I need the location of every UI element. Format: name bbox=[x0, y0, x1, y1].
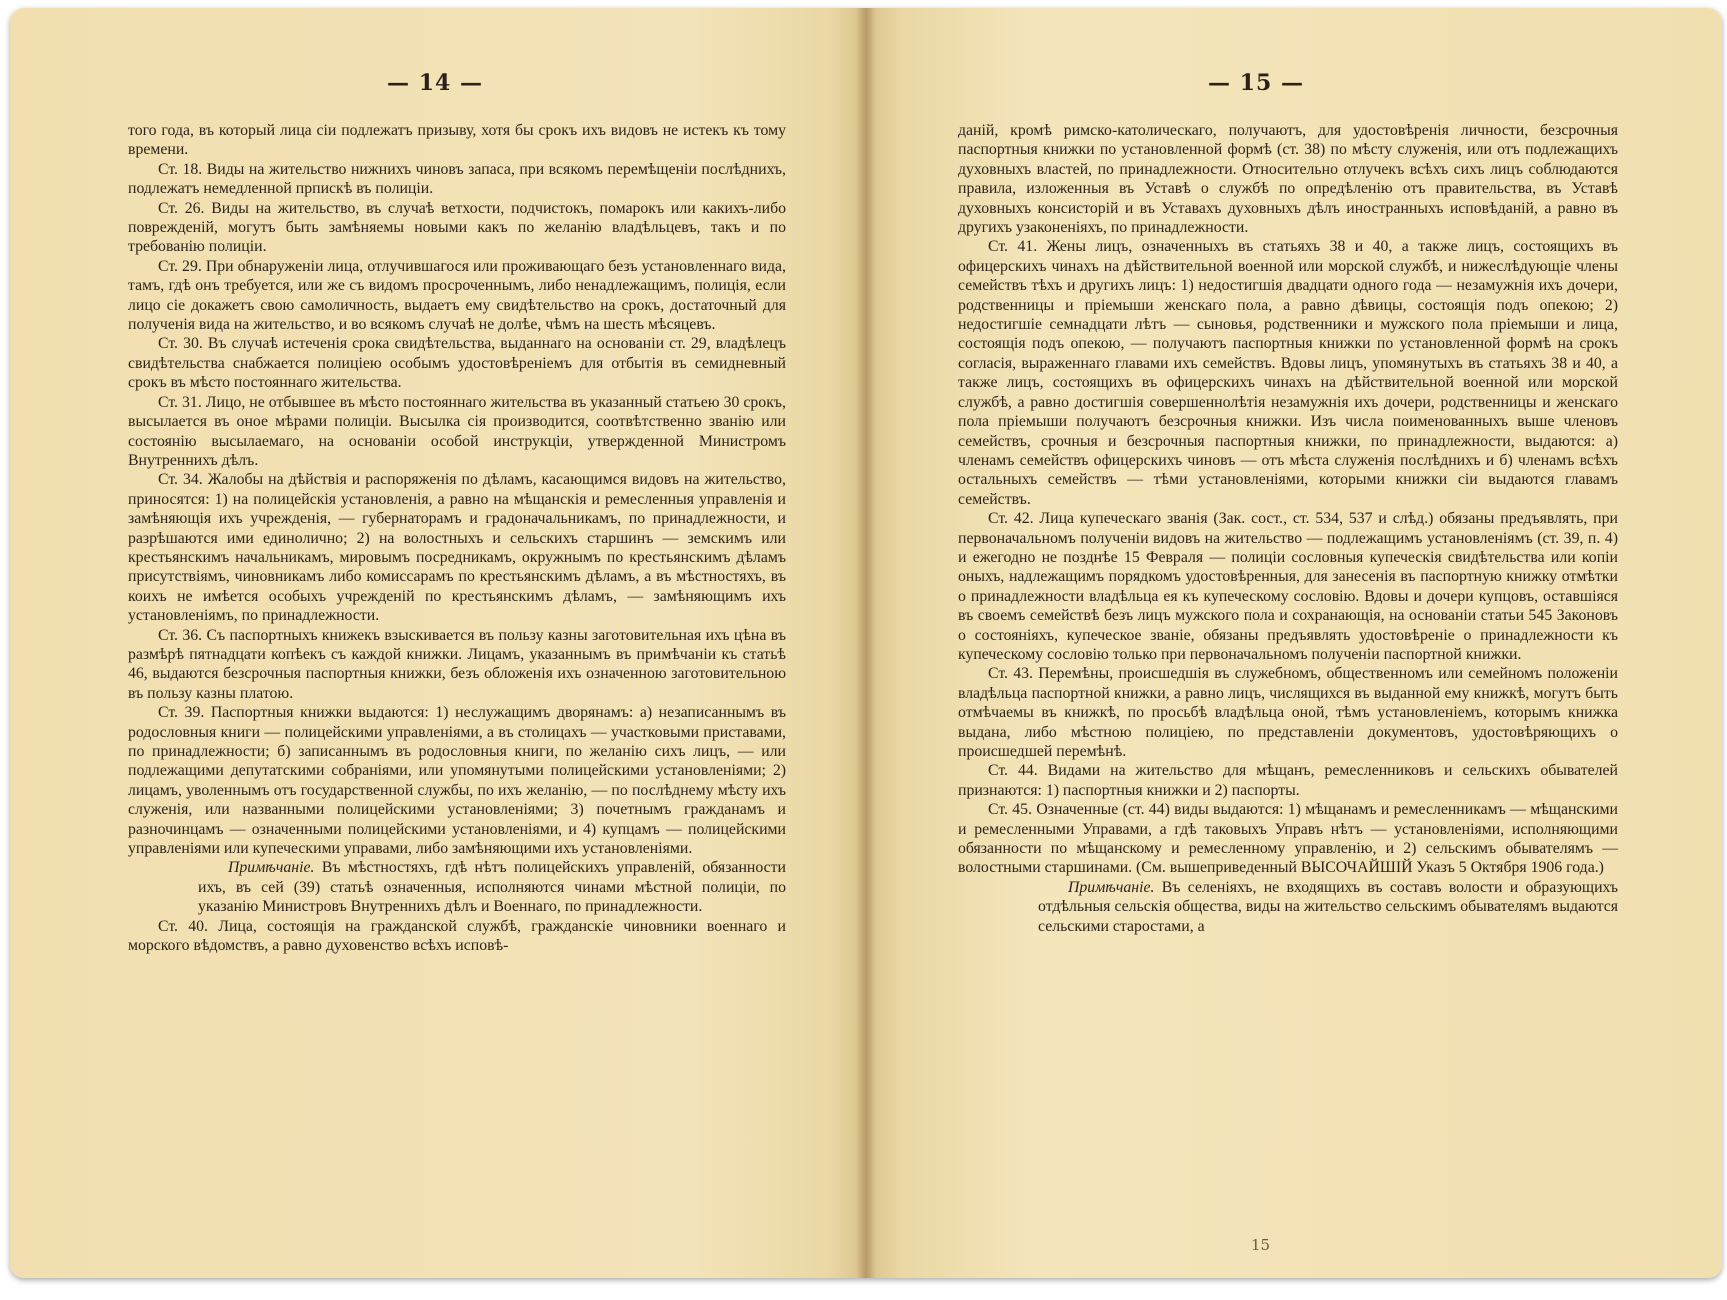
paragraph: Ст. 40. Лица, состоящія на гражданской службѣ, гражданскіе чиновники военнаго и морского вѣдомствъ, а равно духовенство всѣхъ исповѣ- bbox=[128, 917, 786, 955]
paragraph: Ст. 42. Лица купеческаго званія (Зак. сост., ст. 534, 537 и слѣд.) обязаны предъявлять, при первоначальномъ полученіи видовъ на жительство — подлежащимъ установленіямъ (ст. 39, п. 4) и ежегодно не позднѣе 15 Февраля — полиціи сословныя купеческія свидѣтельства или копіи оныхъ, надлежащимъ порядкомъ удостовѣренныя, для занесенія въ паспортную книжку отмѣтки о принадлежности владѣльца ея къ купеческому сословію. Вдовы и дочери купцовъ, оставшіяся въ своемъ семействѣ безъ лицъ мужского пола и сохранающія, на основаніи статьи 545 Законовъ о состояніяхъ, купеческое званіе, обязаны предъявлять удостовѣреніе о принадлежности къ купеческому сословію только при первоначальномъ полученіи паспортной книжки. bbox=[958, 510, 1618, 663]
paragraph: Ст. 29. При обнаруженіи лица, отлучившагося или проживающаго безъ установленнаго вида, тамъ, гдѣ онъ требуется, или же съ видомъ просроченнымъ, либо ненадлежащимъ, полиція, если лицо сіе докажетъ свою самоличность, выдаетъ ему свидѣтельство на срокъ, достаточный для полученія вида на жительство, и во всякомъ случаѣ не долѣе, чѣмъ на шесть мѣсяцевъ. bbox=[128, 257, 786, 334]
note-paragraph bbox=[128, 858, 786, 916]
open-booklet-spread bbox=[10, 8, 1722, 1278]
left-page-text bbox=[128, 121, 786, 955]
paragraph: Ст. 31. Лицо, не отбывшее въ мѣсто постояннаго жительства въ указанный статьею 30 срокъ, высылается въ оное мѣрами полиціи. Высылка сія производится, соотвѣтственно званію или состоянію высылаемаго, на основаніи особой инструкціи, утвержденной Министромъ Внутреннихъ дѣлъ. bbox=[128, 393, 786, 469]
right-page-text bbox=[958, 121, 1618, 936]
paragraph: Ст. 30. Въ случаѣ истеченія срока свидѣтельства, выданнаго на основаніи ст. 29, владѣлецъ свидѣтельства снабжается полиціею особымъ удостовѣреніемъ для отбытія въ семидневный срокъ въ мѣсто постояннаго жительства. bbox=[128, 335, 786, 392]
note-label: Примѣчаніе. bbox=[228, 859, 315, 877]
paragraph: Ст. 39. Паспортныя книжки выдаются: 1) неслужащимъ дворянамъ: а) незаписаннымъ въ родословныя книги — полицейскими управленіями, а въ столицахъ — участковыми приставами, по принадлежности; б) записаннымъ въ родословныя книги, по желанію сихъ лицъ, — или подлежащими депутатскими собраніями, или упомянутыми полицейскими установленіями; 2) лицамъ, уволеннымъ отъ государственной службы, по ихъ желанію, — по послѣднему мѣсту ихъ служенія, или названными полицейскими установленіями; 3) почетнымъ гражданамъ и разночинцамъ — означенными полицейскими установленіями, и 4) купцамъ — полицейскими управленіями или купеческими управами, либо замѣняющими ихъ установленіями. bbox=[128, 704, 786, 858]
note-label: Примѣчаніе. bbox=[1068, 878, 1155, 896]
paragraph: Ст. 43. Перемѣны, происшедшія въ служебномъ, общественномъ или семейномъ положеніи владѣльца паспортной книжки, а равно лицъ, числящихся въ выданной ему книжкѣ, могутъ быть отмѣчаемы въ книжкѣ, по просьбѣ владѣльца оной, тѣмъ установленіемъ, которымъ книжка выдана, либо мѣстною полиціею, по представленіи документовъ, удостовѣряющихъ о происшедшей перемѣнѣ. bbox=[958, 665, 1618, 760]
right-page-number: — 15 — bbox=[1208, 70, 1304, 96]
paragraph: Ст. 45. Означенные (ст. 44) виды выдаются: 1) мѣщанамъ и ремесленникамъ — мѣщанскими и ремесленными Управами, а гдѣ таковыхъ Управъ нѣтъ — установленіями, исполняющими обязанности по мѣщанскому и ремесленному управленію, и 2) сельскимъ обывателямъ — волостными старшинами. (См. вышеприведенный ВЫСОЧАЙШІЙ Указъ 5 Октября 1906 года.) bbox=[958, 801, 1618, 877]
paragraph: того года, въ который лица сіи подлежатъ призыву, хотя бы срокъ ихъ видовъ не истекъ къ тому времени. bbox=[128, 122, 786, 159]
left-page bbox=[10, 8, 866, 1278]
right-page bbox=[866, 8, 1722, 1278]
signature-mark: 15 bbox=[1251, 1236, 1271, 1254]
paragraph: Ст. 36. Съ паспортныхъ книжекъ взыскивается въ пользу казны заготовительная ихъ цѣна въ размѣрѣ пятнадцати копѣекъ съ каждой книжки. Лицамъ, указаннымъ въ примѣчаніи къ статьѣ 46, выдаются безсрочныя паспортныя книжки, безъ обложенія ихъ означенною заготовительною въ пользу казны платою. bbox=[128, 626, 786, 702]
note-text: Въ селеніяхъ, не входящихъ въ составъ волости и образующихъ отдѣльныя сельскія общества, виды на жительство сельскимъ обывателямъ выдаются сельскими старостами, а bbox=[1038, 878, 1619, 935]
paragraph: Ст. 26. Виды на жительство, въ случаѣ ветхости, подчистокъ, помарокъ или какихъ-либо поврежденій, могутъ быть замѣняемы новыми какъ по желанію владѣльцевъ, такъ и по требованію полиціи. bbox=[128, 199, 786, 256]
note-text: Въ мѣстностяхъ, гдѣ нѣтъ полицейскихъ управленій, обязанности ихъ, въ сей (39) статьѣ означенныя, исполняются чинами мѣстной полиціи, по указанію Министровъ Внутреннихъ дѣлъ и Военнаго, по принадлежности. bbox=[198, 859, 787, 916]
paragraph: даній, кромѣ римско-католическаго, получаютъ, для удостовѣренія личности, безсрочныя паспортныя книжки по установленной формѣ (ст. 38) по мѣсту служенія, или отъ подлежащихъ духовныхъ властей, по принадлежности. Относительно отлучекъ всѣхъ сихъ лицъ соблюдаются правила, изложенныя въ Уставѣ о службѣ по опредѣленію отъ правительства, въ Уставѣ духовныхъ консисторій и въ Уставахъ духовныхъ дѣлъ иностранныхъ исповѣданій, а равно въ другихъ узаконеніяхъ, по принадлежности. bbox=[958, 122, 1618, 237]
paragraph: Ст. 44. Видами на жительство для мѣщанъ, ремесленниковъ и сельскихъ обывателей признаются: 1) паспортныя книжки и 2) паспорты. bbox=[958, 762, 1618, 799]
paragraph: Ст. 34. Жалобы на дѣйствія и распоряженія по дѣламъ, касающимся видовъ на жительство, приносятся: 1) на полицейскія установленія, а равно на мѣщанскія и ремесленныя управленія и замѣняющія ихъ учрежденія, — губернаторамъ и градоначальникамъ, по принадлежности, и разрѣшаются ими единолично; 2) на волостныхъ и сельскихъ старшинъ — земскимъ или крестьянскимъ начальникамъ, мировымъ посредникамъ, окружнымъ по крестьянскимъ дѣламъ присутствіямъ, чиновникамъ либо комиссарамъ по крестьянскимъ дѣламъ, а въ мѣстностяхъ, въ коихъ не имѣется особыхъ учрежденій по крестьянскимъ дѣламъ, — замѣняющимъ ихъ установленіямъ, по принадлежности. bbox=[128, 471, 786, 625]
note-paragraph bbox=[958, 878, 1618, 936]
left-page-number: — 14 — bbox=[387, 70, 483, 96]
paragraph: Ст. 41. Жены лицъ, означенныхъ въ статьяхъ 38 и 40, а также лицъ, состоящихъ въ офицерскихъ чинахъ на дѣйствительной военной или морской службѣ, и нижеслѣдующіе члены семействъ тѣхъ и другихъ лицъ: 1) недостигшія двадцати одного года — незамужнія ихъ дочери, родственницы и пріемыши женскаго пола, а равно дѣвицы, состоящія подъ опекою; 2) недостигшіе семнадцати лѣтъ — сыновья, родственники и мужского пола пріемыши и лица, состоящія подъ опекою, — получаютъ паспортныя книжки по установленной формѣ на срокъ согласія, выраженнаго главами ихъ семействъ. Вдовы лицъ, упомянутыхъ въ статьяхъ 38 и 40, а также лицъ, состоящихъ въ офицерскихъ чинахъ на дѣйствительной военной или морской службѣ, а равно достигшія совершеннолѣтія незамужнія ихъ дочери, родственницы и женскаго пола пріемыши получаютъ безсрочныя книжки. Изъ числа поименованныхъ выше членовъ семействъ, срочныя и безсрочныя паспортныя книжки, по принадлежности, выдаются: а) членамъ семействъ офицерскихъ чиновъ — отъ мѣста служенія послѣднихъ и б) членамъ всѣхъ остальныхъ семействъ — тѣми установленіями, которыми книжки сіи выдаются главамъ семействъ. bbox=[958, 238, 1618, 508]
paragraph: Ст. 18. Виды на жительство нижнихъ чиновъ запаса, при всякомъ перемѣщеніи послѣднихъ, подлежатъ немедленной прпискѣ въ полиціи. bbox=[128, 160, 786, 198]
